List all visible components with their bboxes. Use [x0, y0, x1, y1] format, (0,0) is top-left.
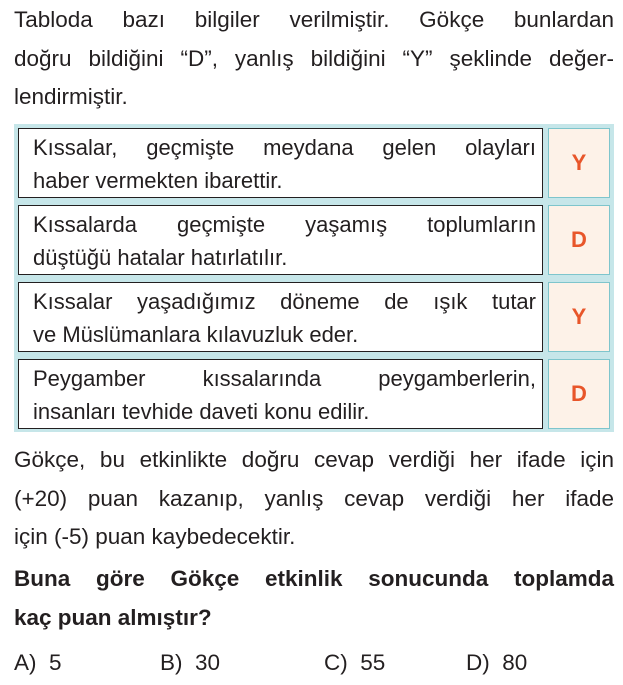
option-value: 5 — [49, 650, 62, 675]
question-stem — [14, 560, 614, 637]
option-value: 55 — [360, 650, 386, 675]
statement-cell — [18, 128, 543, 198]
answer-options — [14, 648, 614, 682]
option-letter: D) — [466, 650, 490, 675]
statement-cell — [18, 282, 543, 352]
option-d[interactable] — [466, 650, 527, 676]
statement-line: haber vermekten ibarettir. — [33, 168, 283, 193]
statement-line: Peygamber kıssalarında peygamberlerin, — [33, 366, 536, 391]
statement-line: insanları tevhide daveti konu edilir. — [33, 399, 370, 424]
statement-line: ve Müslümanlara kılavuzluk eder. — [33, 322, 359, 347]
table-row — [14, 355, 614, 431]
intro-line: doğru bildiğini “D”, yanlış bildiğini “Y” şeklinde değer- — [14, 45, 614, 71]
statement-line: Kıssalarda geçmişte yaşamış toplumların — [33, 212, 536, 237]
option-value: 30 — [195, 650, 221, 675]
answer-cell: D — [548, 205, 610, 275]
statements-table — [14, 124, 614, 432]
intro-line: Tabloda bazı bilgiler verilmiştir. Gökçe bunlardan — [14, 7, 614, 32]
intro-line: lendirmiştir. — [14, 84, 128, 109]
option-letter: C) — [324, 650, 348, 675]
table-row — [14, 278, 614, 354]
statement-line: Kıssalar yaşadığımız döneme de ışık tutar — [33, 289, 536, 314]
statement-cell — [18, 205, 543, 275]
option-b[interactable] — [160, 650, 220, 676]
answer-cell: Y — [548, 128, 610, 198]
table-row — [14, 201, 614, 277]
option-value: 80 — [502, 650, 528, 675]
rule-line: Gökçe, bu etkinlikte doğru cevap verdiği her ifade için — [14, 447, 614, 472]
question-line: kaç puan almıştır? — [14, 604, 212, 630]
table-row — [14, 124, 614, 200]
rule-line: (+20) puan kazanıp, yanlış cevap verdiği her ifade — [14, 485, 614, 511]
statement-line: düştüğü hatalar hatırlatılır. — [33, 245, 288, 270]
statement-cell — [18, 359, 543, 429]
intro-paragraph — [14, 1, 614, 117]
option-letter: A) — [14, 650, 37, 675]
rule-paragraph — [14, 441, 614, 557]
option-c[interactable] — [324, 650, 385, 676]
option-letter: B) — [160, 650, 183, 675]
statement-line: Kıssalar, geçmişte meydana gelen olayları — [33, 135, 536, 160]
question-line: Buna göre Gökçe etkinlik sonucunda toplamda — [14, 566, 614, 591]
answer-cell: D — [548, 359, 610, 429]
rule-line: için (-5) puan kaybedecektir. — [14, 524, 296, 549]
option-a[interactable] — [14, 650, 62, 676]
answer-cell: Y — [548, 282, 610, 352]
